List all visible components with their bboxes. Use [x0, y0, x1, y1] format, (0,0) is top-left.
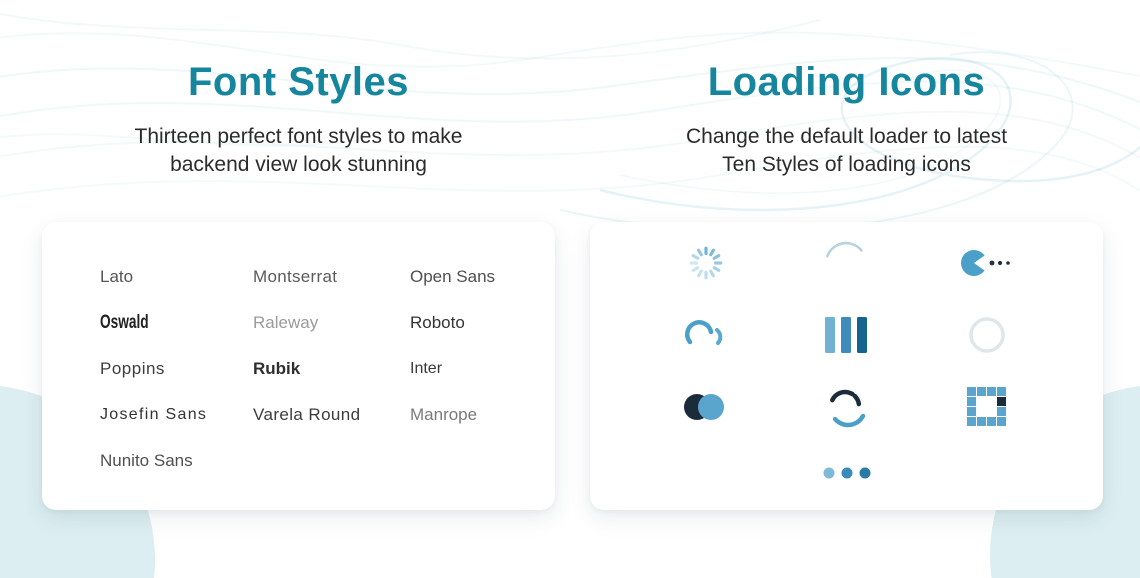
block-grid-loader-icon — [917, 371, 1057, 443]
pacman-svg — [959, 248, 1015, 278]
font-styles-title: Font Styles — [187, 60, 410, 104]
font-name-poppins: Poppins — [100, 359, 165, 378]
font-name-lato: Lato — [100, 267, 134, 286]
arc-spinner-svg — [823, 240, 869, 286]
ring-svg — [967, 315, 1007, 355]
loading-icons-subtitle — [590, 123, 1103, 179]
font-styles-subtitle — [42, 123, 555, 179]
broken-ring-svg — [822, 383, 870, 431]
font-name-nunito-sans: Nunito Sans — [100, 451, 193, 470]
font-styles-card — [42, 222, 555, 510]
font-name-manrope: Manrope — [410, 405, 478, 424]
bars-svg — [825, 315, 867, 355]
font-styles-section — [42, 0, 555, 179]
block-grid-svg — [967, 387, 1007, 427]
font-styles-subtitle-line1: Thirteen perfect font styles to make — [134, 125, 463, 148]
font-styles-subtitle-line2: backend view look stunning — [170, 153, 427, 176]
dots-loader-icon — [590, 443, 1103, 503]
loading-icons-card — [590, 222, 1103, 510]
dual-circle-svg — [682, 392, 730, 422]
ray-spinner-svg — [687, 244, 725, 282]
loading-icons-title: Loading Icons — [707, 60, 986, 104]
loading-icons-subtitle-line1: Change the default loader to latest — [685, 125, 1008, 148]
dots-svg — [822, 466, 872, 480]
font-list-column-3 — [410, 254, 555, 484]
dual-arc-spinner-icon — [636, 299, 776, 371]
font-list — [42, 222, 555, 484]
loading-icons-section — [590, 0, 1103, 179]
ring-loader-icon — [917, 299, 1057, 371]
loader-grid — [590, 222, 1103, 443]
bars-loader-icon — [776, 299, 916, 371]
font-name-roboto: Roboto — [410, 313, 465, 332]
ray-spinner-icon — [636, 227, 776, 299]
font-list-column-2 — [253, 254, 410, 484]
font-name-rubik: Rubik — [253, 359, 301, 378]
font-name-montserrat: Montserrat — [253, 267, 338, 286]
pacman-loader-icon — [917, 227, 1057, 299]
broken-ring-loader-icon — [776, 371, 916, 443]
dual-arc-svg — [683, 318, 729, 352]
font-name-oswald: Oswald — [100, 312, 149, 333]
arc-spinner-icon — [776, 227, 916, 299]
font-name-josefin-sans: Josefin Sans — [100, 406, 208, 423]
font-name-inter: Inter — [410, 360, 443, 377]
font-name-varela-round: Varela Round — [253, 405, 361, 424]
font-name-raleway: Raleway — [253, 313, 319, 332]
font-name-open-sans: Open Sans — [410, 267, 496, 286]
font-list-column-1 — [100, 254, 253, 484]
loading-icons-subtitle-line2: Ten Styles of loading icons — [722, 153, 971, 176]
dual-circle-loader-icon — [636, 371, 776, 443]
